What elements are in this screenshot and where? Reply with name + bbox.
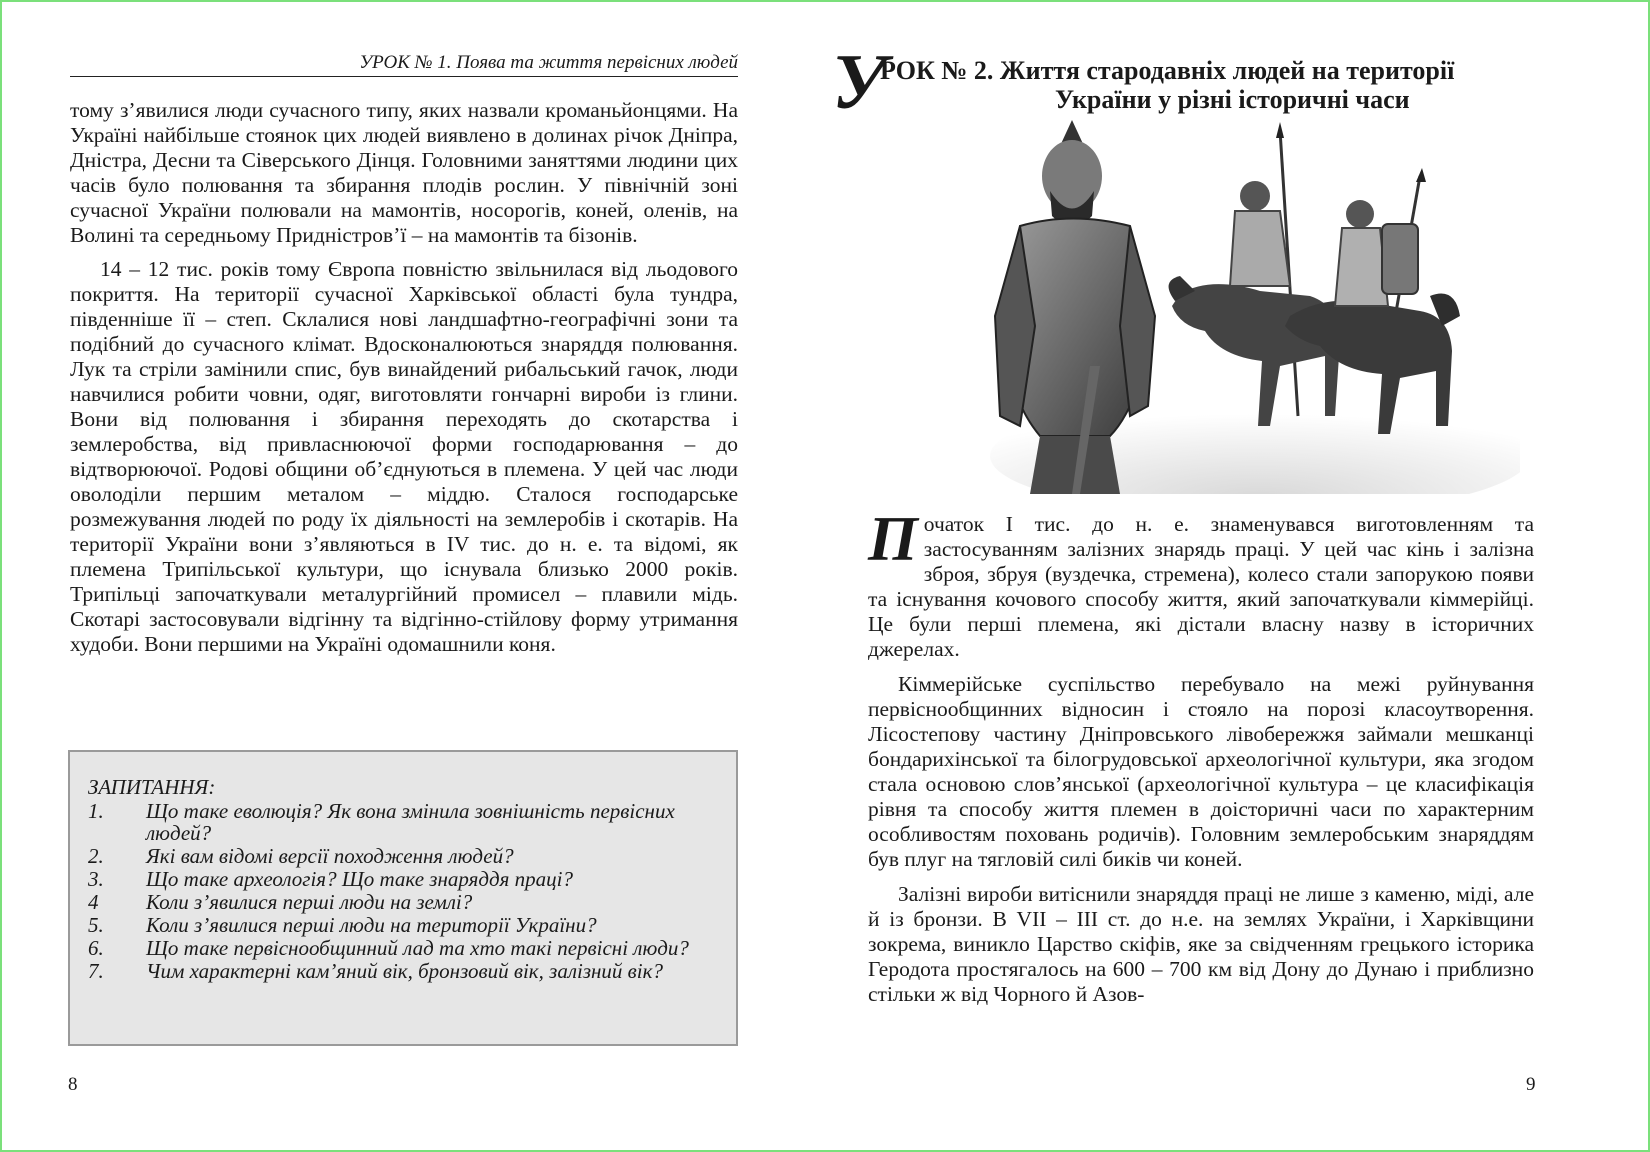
question-text: Чим характерні кам’яний вік, бронзовий вік, залізний вік?: [146, 959, 663, 983]
warriors-illustration: [980, 116, 1520, 494]
question-number: 2.: [88, 844, 104, 868]
question-number: 4: [88, 890, 99, 914]
question-text: Які вам відомі версії походження людей?: [146, 844, 514, 868]
right-body-text: [868, 503, 1534, 1017]
lesson-title: [832, 38, 1552, 125]
page-number: 8: [68, 1074, 78, 1095]
title-dropcap: У: [832, 38, 887, 125]
paragraph: Залізні вироби витіснили знаряддя праці не лише з каменю, міді, але й із бронзи. В VII – III ст. до н.е. на землях України, і Харківщини зокрема, виникло Царство скіфів, яке за свідченням грецького історика Геродота простягалось на 600 – 700 км від Дону до Дунаю і приблизно стільки ж від Чорного й Азов-: [868, 882, 1534, 1006]
question-text: Що таке еволюція? Як вона змінила зовнішність первісних людей?: [146, 799, 675, 845]
page-number: 9: [1526, 1074, 1536, 1095]
left-page: [2, 2, 802, 1152]
running-head: УРОК № 1. Поява та життя первісних людей: [70, 52, 738, 77]
question-item: [88, 800, 718, 844]
question-item: [88, 891, 718, 913]
title-text: [880, 56, 1560, 114]
question-number: 6.: [88, 936, 104, 960]
question-item: [88, 914, 718, 936]
left-body-text: [70, 98, 738, 666]
question-text: Що таке археологія? Що таке знаряддя праці?: [146, 867, 573, 891]
paragraph: 14 – 12 тис. років тому Європа повністю звільнилася від льодового покриття. На території сучасної Харківської області була тундра, південніше її – степ. Склалися нові ландшафтно-географічні зони та подібний до сучасного клімат. Вдосконалюються знаряддя полювання. Лук та стріли замінили спис, був винайдений рибальський гачок, люди навчилися робити човни, одяг, виготовляти гончарні вироби із глини. Вони від полювання і збирання переходять до скотарства і землеробства, від привласнюючої форми господарювання – до відтворюючої. Родові общини об’єднуються в племена. У цей час люди оволоділи першим металом – міддю. Сталося господарське розмежування людей по роду їх діяльності на землеробів і скотарів. На території України вони з’являються в IV тис. до н. е. та відомі, як племена Трипільської культури, що існувала близько 2000 років. Трипільці започаткували металургійний промисел – плавили мідь. Скотарі застосовували відгінну та відгінно-стійлову форму утримання худоби. Вони першими на Україні одомашнили коня.: [70, 257, 738, 656]
title-line: України у різні історичні часи: [1055, 85, 1410, 114]
paragraph: Кіммерійське суспільство перебувало на межі руйнування первіснообщинних відносин і стояло на порозі класоутворення. Лісостепову частину Дніпровського лівобережжя займали мешканці бондарихінської та білогрудовської археологічної культури, яка згодом стала основою слов’янської (археологічної культура – це класифікація рівня та способу життя племен в доісторичні часи по характерним особливостям поховань родичів). Головним землеробським знаряддям був плуг на тягловій силі биків чи коней.: [868, 672, 1534, 871]
question-text: Коли з’явилися перші люди на території України?: [146, 913, 597, 937]
question-text: Коли з’явилися перші люди на землі?: [146, 890, 473, 914]
paragraph-text: очаток I тис. до н. е. знаменувався виготовленням та застосуванням залізних знарядь праці. У цей час кінь і залізна зброя, збруя (вуздечка, стремена), колесо стали запорукою появи та існування кочового способу життя, який започаткували кіммерійці. Це були перші племена, які дістали власну назву в історичних джерелах.: [868, 512, 1534, 661]
question-number: 7.: [88, 959, 104, 983]
question-number: 1.: [88, 799, 104, 823]
question-text: Що таке первіснообщинний лад та хто такі первісні люди?: [146, 936, 689, 960]
question-item: [88, 868, 718, 890]
question-item: [88, 960, 718, 982]
title-line: РОК № 2. Життя стародавніх людей на території: [880, 56, 1455, 85]
shield: [1382, 224, 1418, 294]
questions-box: [68, 750, 738, 1046]
question-number: 3.: [88, 867, 104, 891]
questions-title: ЗАПИТАННЯ:: [88, 775, 216, 799]
question-item: [88, 845, 718, 867]
question-item: [88, 937, 718, 959]
paragraph: [868, 503, 1534, 662]
paragraph: тому з’явилися люди сучасного типу, яких назвали кроманьйонцями. На Україні найбільше стоянок цих людей виявлено в долинах річок Дніпра, Дністра, Десни та Сіверського Дінця. Головними заняттями людини цих часів було полювання та збирання плодів рослин. У північній зоні сучасної України полювали на мамонтів, носорогів, коней, оленів, на Волині та середньому Придністров’ї – на мамонтів та бізонів.: [70, 98, 738, 247]
paragraph-dropcap: П: [868, 503, 918, 574]
question-number: 5.: [88, 913, 104, 937]
